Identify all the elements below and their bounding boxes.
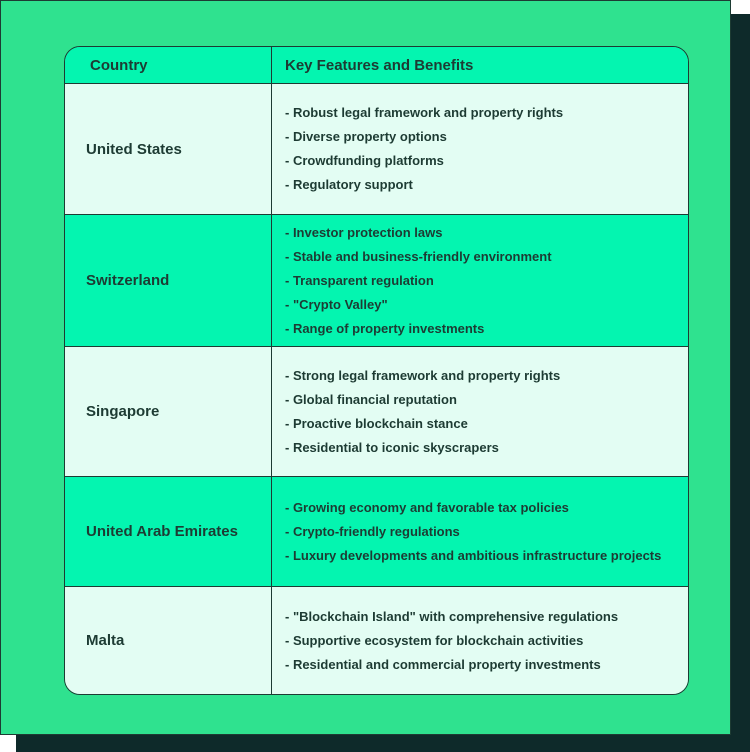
country-name: Switzerland	[86, 272, 170, 289]
feature-item: - "Blockchain Island" with comprehensive regulations	[285, 608, 619, 624]
feature-item: - Investor protection laws	[285, 224, 443, 240]
country-name: United States	[86, 140, 182, 158]
feature-item: - Growing economy and favorable tax policies	[285, 499, 569, 515]
feature-item: - Global financial reputation	[285, 391, 457, 407]
feature-item: - Residential and commercial property investments	[285, 656, 601, 672]
features-cell	[272, 215, 688, 346]
feature-item: - Regulatory support	[285, 177, 413, 192]
feature-item: - Proactive blockchain stance	[285, 415, 468, 431]
feature-item: - Diverse property options	[285, 129, 447, 144]
feature-item: - Range of property investments	[285, 320, 485, 336]
header-features-label: Key Features and Benefits	[285, 56, 474, 74]
header-country-label: Country	[90, 56, 148, 74]
header-country-cell	[65, 47, 272, 83]
country-cell	[65, 477, 272, 586]
feature-item: - Robust legal framework and property rights	[285, 105, 564, 120]
feature-item: - Strong legal framework and property rights	[285, 367, 561, 383]
table-row	[65, 84, 688, 215]
features-cell	[272, 84, 688, 214]
feature-item: - Transparent regulation	[285, 272, 434, 288]
table-row	[65, 477, 688, 587]
feature-item: - Crowdfunding platforms	[285, 153, 444, 168]
country-cell	[65, 84, 272, 214]
country-cell	[65, 587, 272, 694]
features-cell	[272, 347, 688, 476]
country-name: Malta	[86, 632, 125, 649]
features-cell	[272, 587, 688, 694]
feature-item: - "Crypto Valley"	[285, 296, 388, 312]
table-header-row	[65, 47, 688, 84]
features-cell	[272, 477, 688, 586]
table-row	[65, 587, 688, 694]
header-features-cell	[272, 47, 688, 83]
table-row	[65, 347, 688, 477]
feature-item: - Stable and business-friendly environment	[285, 248, 552, 264]
country-comparison-table	[64, 46, 689, 695]
country-name: United Arab Emirates	[86, 523, 238, 540]
feature-item: - Crypto-friendly regulations	[285, 523, 460, 539]
feature-item: - Residential to iconic skyscrapers	[285, 439, 499, 455]
feature-item: - Luxury developments and ambitious infrastructure projects	[285, 547, 662, 563]
country-cell	[65, 347, 272, 476]
country-name: Singapore	[86, 403, 160, 420]
country-cell	[65, 215, 272, 346]
table-row	[65, 215, 688, 347]
feature-item: - Supportive ecosystem for blockchain activities	[285, 632, 584, 648]
